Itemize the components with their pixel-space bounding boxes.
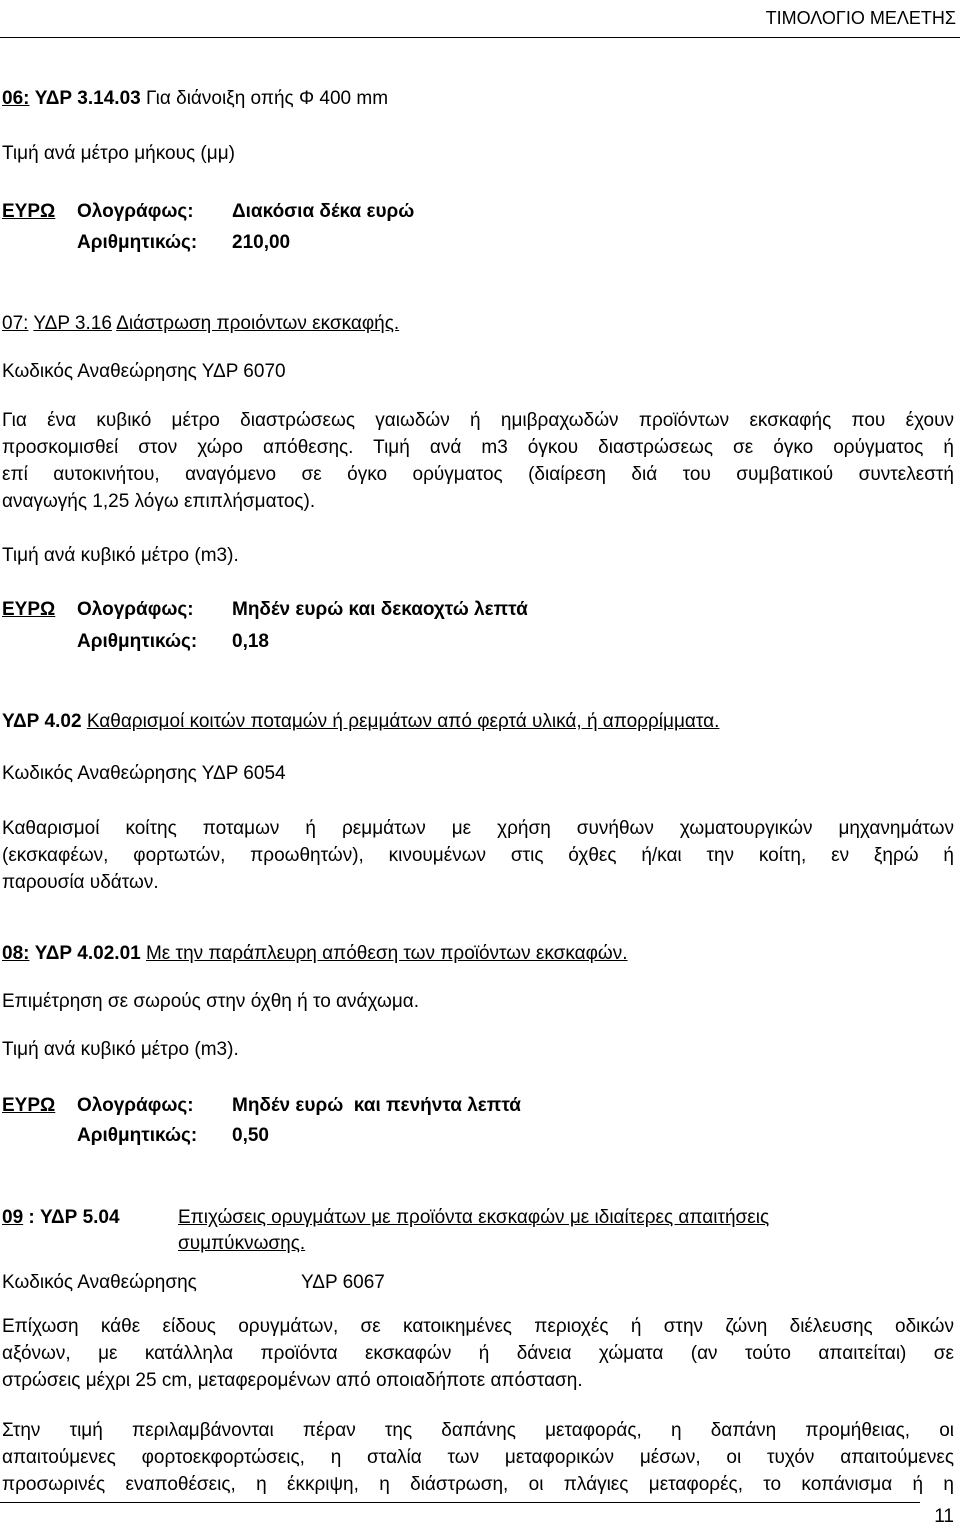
item-07-unit: Τιμή ανά κυβικό μέτρο (m3). bbox=[2, 545, 239, 566]
item-06-heading bbox=[2, 88, 388, 110]
section-402-heading bbox=[2, 711, 719, 733]
item-number: 07: bbox=[2, 313, 29, 334]
item-07-words-label: Ολογράφως: bbox=[77, 599, 194, 620]
section-402-description: Καθαρισμοί κοίτης ποταμων ή ρεμμάτων με χρήση συνήθων χωματουργικών μηχανημάτων (εκσκαφέων, φορτωτών, προωθητών), κινουμένων στις όχθες ή/και την κοίτη, εν ξηρώ ή παρουσία υδάτων. bbox=[2, 818, 954, 893]
item-title: Για διάνοιξη οπής Φ 400 mm bbox=[145, 88, 389, 109]
page-number: 11 bbox=[934, 1506, 954, 1527]
item-08-digits-label: Αριθμητικώς: bbox=[77, 1125, 198, 1146]
page-header-title: ΤΙΜΟΛΟΓΙΟ ΜΕΛΕΤΗΣ bbox=[765, 8, 956, 28]
item-number: 08: bbox=[2, 943, 30, 964]
item-07-currency: ΕΥΡΩ bbox=[2, 599, 56, 620]
section-402-revision: Κωδικός Αναθεώρησης ΥΔΡ 6054 bbox=[2, 763, 286, 784]
item-06-price-words bbox=[2, 201, 55, 223]
header-divider bbox=[0, 37, 960, 38]
section-code: ΥΔΡ 4.02 bbox=[2, 711, 82, 732]
item-07-heading bbox=[2, 313, 399, 335]
item-09-title-line-2: συμπύκνωσης. bbox=[178, 1233, 306, 1254]
item-09-heading-number bbox=[2, 1207, 120, 1229]
currency-label: ΕΥΡΩ bbox=[2, 201, 56, 222]
item-08-words-label: Ολογράφως: bbox=[77, 1095, 194, 1116]
item-07-digits: 0,18 bbox=[232, 631, 269, 652]
item-09-revision-code: ΥΔΡ 6067 bbox=[301, 1272, 385, 1293]
item-06-words: Διακόσια δέκα ευρώ bbox=[232, 201, 415, 222]
item-08-digits: 0,50 bbox=[232, 1125, 269, 1146]
item-separator: : bbox=[23, 1207, 35, 1228]
item-09-description: Επίχωση κάθε είδους ορυγμάτων, σε κατοικημένες περιοχές ή στην ζώνη διέλευσης οδικών αξόνων, με κατάλληλα προϊόντα εκσκαφών ή δάνεια χώματα (αν τούτο απαιτείται) σε στρώσεις μέχρι 25 cm, μεταφερομένων από οποιαδήποτε απόσταση. bbox=[2, 1316, 954, 1391]
item-code: ΥΔΡ 3.16 bbox=[33, 313, 112, 334]
item-number: 06: bbox=[2, 88, 30, 109]
item-number: 09 bbox=[2, 1207, 24, 1228]
item-06-unit: Τιμή ανά μέτρο μήκους (μμ) bbox=[2, 143, 235, 164]
item-06-digits: 210,00 bbox=[232, 232, 291, 253]
item-08-currency: ΕΥΡΩ bbox=[2, 1095, 56, 1116]
item-08-heading bbox=[2, 943, 628, 965]
item-code: ΥΔΡ 3.14.03 bbox=[34, 88, 141, 109]
item-09-revision-label: Κωδικός Αναθεώρησης bbox=[2, 1272, 197, 1293]
item-09-inclusions: Στην τιμή περιλαμβάνονται πέραν της δαπάνης μεταφοράς, η δαπάνη προμήθειας, οι απαιτούμενες φορτοεκφορτώσεις, η σταλία των μεταφορικών μέσων, οι τυχόν απαιτούμενες προσωρινές εναποθέσεις, η έκκριψη, η διάστρωση, οι πλάγιες μεταφορές, το κοπάνισμα ή η bbox=[2, 1420, 954, 1495]
footer-divider bbox=[0, 1502, 920, 1503]
item-title: Διάστρωση προιόντων εκσκαφής. bbox=[116, 313, 400, 334]
item-code: ΥΔΡ 5.04 bbox=[40, 1207, 120, 1228]
item-06-digits-label: Αριθμητικώς: bbox=[77, 232, 198, 253]
item-07-digits-label: Αριθμητικώς: bbox=[77, 631, 198, 652]
item-07-words: Μηδέν ευρώ και δεκαοχτώ λεπτά bbox=[232, 599, 528, 620]
item-08-measure: Επιμέτρηση σε σωρούς στην όχθη ή το ανάχωμα. bbox=[2, 991, 420, 1012]
item-06-words-label: Ολογράφως: bbox=[77, 201, 194, 222]
item-09-title-line-1: Επιχώσεις ορυγμάτων με προϊόντα εκσκαφών με ιδιαίτερες απαιτήσεις bbox=[178, 1207, 770, 1228]
item-code: ΥΔΡ 4.02.01 bbox=[34, 943, 141, 964]
item-title: Με την παράπλευρη απόθεση των προϊόντων εκσκαφών. bbox=[145, 943, 628, 964]
item-08-unit: Τιμή ανά κυβικό μέτρο (m3). bbox=[2, 1039, 239, 1060]
item-07-revision: Κωδικός Αναθεώρησης ΥΔΡ 6070 bbox=[2, 361, 286, 382]
item-07-description: Για ένα κυβικό μέτρο διαστρώσεως γαιωδών ή ημιβραχωδών προϊόντων εκσκαφής που έχουν προσκομισθεί στον χώρο απόθεσης. Τιμή ανά m3 όγκου διαστρώσεως σε όγκο ορύγματος ή επί αυτοκινήτου, αναγόμενο σε όγκο ορύγματος (διαίρεση διά του συμβατικού συντελεστή αναγωγής 1,25 λόγω επιπλήσματος). bbox=[2, 410, 954, 512]
item-08-words: Μηδέν ευρώ και πενήντα λεπτά bbox=[232, 1095, 521, 1116]
section-title: Καθαρισμοί κοιτών ποταμών ή ρεμμάτων από φερτά υλικά, ή απορρίμματα. bbox=[86, 711, 720, 732]
